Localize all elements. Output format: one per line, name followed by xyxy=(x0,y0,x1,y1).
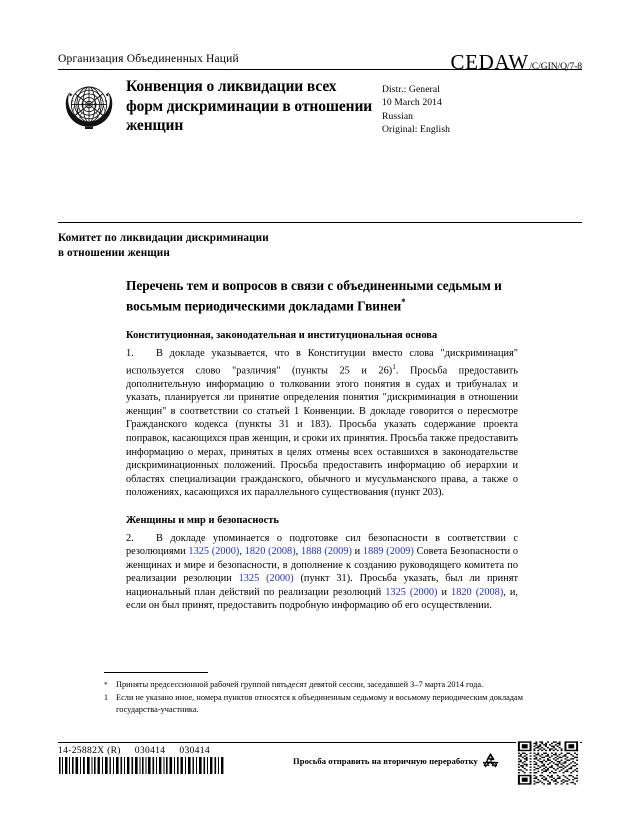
date-code-2: 030414 xyxy=(179,745,210,756)
barcode xyxy=(58,757,226,774)
footnote-divider xyxy=(104,672,208,673)
convention-title: Конвенция о ликвидации всех форм дискриминации в отношении женщин xyxy=(126,78,373,134)
recycle-notice xyxy=(293,752,500,769)
document-language: Russian xyxy=(382,110,414,122)
paragraph-2-text-h: , и, если он был принят, предоставить подробную информацию об его осуществлении. xyxy=(126,586,518,612)
resolution-link-1325-2000-b[interactable]: 1325 (2000) xyxy=(238,573,294,585)
footnote-1-symbol: 1 xyxy=(104,693,109,703)
masthead-body xyxy=(58,77,582,137)
paragraph-2-text-a: В докладе упоминается о подготовке сил безопасности в соответствии с резолюциями xyxy=(126,532,518,558)
committee-divider xyxy=(58,222,582,223)
footnote-list xyxy=(104,679,524,715)
document-symbol-main: CEDAW xyxy=(450,50,529,74)
paragraph-2-text-b: , xyxy=(239,546,245,558)
committee-name xyxy=(58,231,478,260)
paragraph-1-text-part1: В докладе указывается, что в Конституции вместо слова "дискриминация" используется слово "различия" (пункты 25 и 26) xyxy=(126,348,518,377)
main-content xyxy=(126,277,518,613)
qr-code xyxy=(516,740,580,786)
footnote-1-text: Если не указано иное, номера пунктов относятся к объединенным седьмому и восьмому периодическим докладам государства-участника. xyxy=(116,693,524,714)
recycling-symbol-icon xyxy=(481,752,500,769)
job-number: 14-25882X (R) xyxy=(58,745,121,756)
paragraph-2-text-e: Совета Безопасности о женщинах и мире и безопасности, в дополнение к созданию руководящего комитета по реализации резолюции xyxy=(126,546,519,585)
organization-name: Организация Объединенных Наций xyxy=(58,53,239,65)
document-symbol xyxy=(451,50,582,75)
job-number-line xyxy=(58,745,210,756)
masthead xyxy=(58,52,582,137)
footnote-1 xyxy=(104,692,524,715)
footnote-asterisk xyxy=(104,679,524,690)
original-language: Original: English xyxy=(382,124,451,136)
date-code-1: 030414 xyxy=(134,745,166,756)
resolution-link-1820-2008-a[interactable]: 1820 (2008) xyxy=(244,546,296,558)
resolution-link-1889-2009[interactable]: 1889 (2009) xyxy=(362,546,414,558)
resolution-link-1325-2000-c[interactable]: 1325 (2000) xyxy=(385,586,438,598)
resolution-link-1820-2008-b[interactable]: 1820 (2008) xyxy=(451,586,504,598)
paragraph-1-text-part2: . Просьба предоставить дополнительную информацию о толковании этого понятия в судах и трибуналах и указать, планируется ли принятие определения понятия "дискриминация в отношении женщин" в соответствии со статьей 1 Конвенции. В докладе говорится о пересмотре Гражданского кодекса (пункты 31 и 183). Просьба указать содержание проекта поправок, касающихся прав женщин, и сроки их принятия. Просьба также предоставить информацию о мерах, принятых в целях отмены всех оставшихся в законодательстве дискриминационных положений. Просьба предоставить информацию об иерархии и областях специализации гражданского, обычного и мусульманского права, а также о положениях, касающихся их параллельного существования (пункт 203). xyxy=(126,365,518,499)
page-title-footnote-mark: * xyxy=(401,297,406,308)
paragraph-2 xyxy=(126,532,518,613)
document-date: 10 March 2014 xyxy=(382,97,442,109)
section-heading-women-peace-security: Женщины и мир и безопасность xyxy=(126,514,279,526)
paragraph-2-number: 2. xyxy=(126,532,134,544)
document-symbol-suffix: /C/GIN/Q/7-8 xyxy=(529,61,582,72)
page-title xyxy=(126,277,518,315)
distribution-type: Distr.: General xyxy=(382,84,440,95)
paragraph-2-text-g: и xyxy=(437,586,452,598)
resolution-link-1888-2009[interactable]: 1888 (2009) xyxy=(300,546,352,558)
paragraph-1 xyxy=(126,347,518,499)
un-emblem-icon xyxy=(58,79,120,135)
footnote-asterisk-text: Приняты предсессионной рабочей группой пятьдесят девятой сессии, заседавшей 3–7 марта 2014 года. xyxy=(116,680,484,689)
distribution-block xyxy=(382,83,542,137)
paragraph-2-text-f: (пункт 31). Просьба указать, был ли принят национальный план действий по реализации резолюций xyxy=(126,573,519,598)
paragraph-2-text-c: , xyxy=(295,546,301,558)
footer-divider xyxy=(58,742,582,743)
resolution-link-1325-2000-a[interactable]: 1325 (2000) xyxy=(188,546,240,558)
footnote-asterisk-symbol: * xyxy=(104,680,108,689)
paragraph-1-number: 1. xyxy=(126,348,134,360)
paragraph-1-footnote-mark: 1 xyxy=(392,362,396,371)
committee-name-line2: в отношении женщин xyxy=(58,246,170,259)
paragraph-2-text-d: и xyxy=(351,546,363,558)
section-heading-constitutional: Конституционная, законодательная и институциональная основа xyxy=(126,330,438,342)
page-title-text: Перечень тем и вопросов в связи с объединенными седьмым и восьмым периодическими докладами Гвинеи xyxy=(126,278,502,314)
recycle-text: Просьба отправить на вторичную переработку xyxy=(293,755,478,766)
committee-name-line1: Комитет по ликвидации дискриминации xyxy=(58,232,269,244)
